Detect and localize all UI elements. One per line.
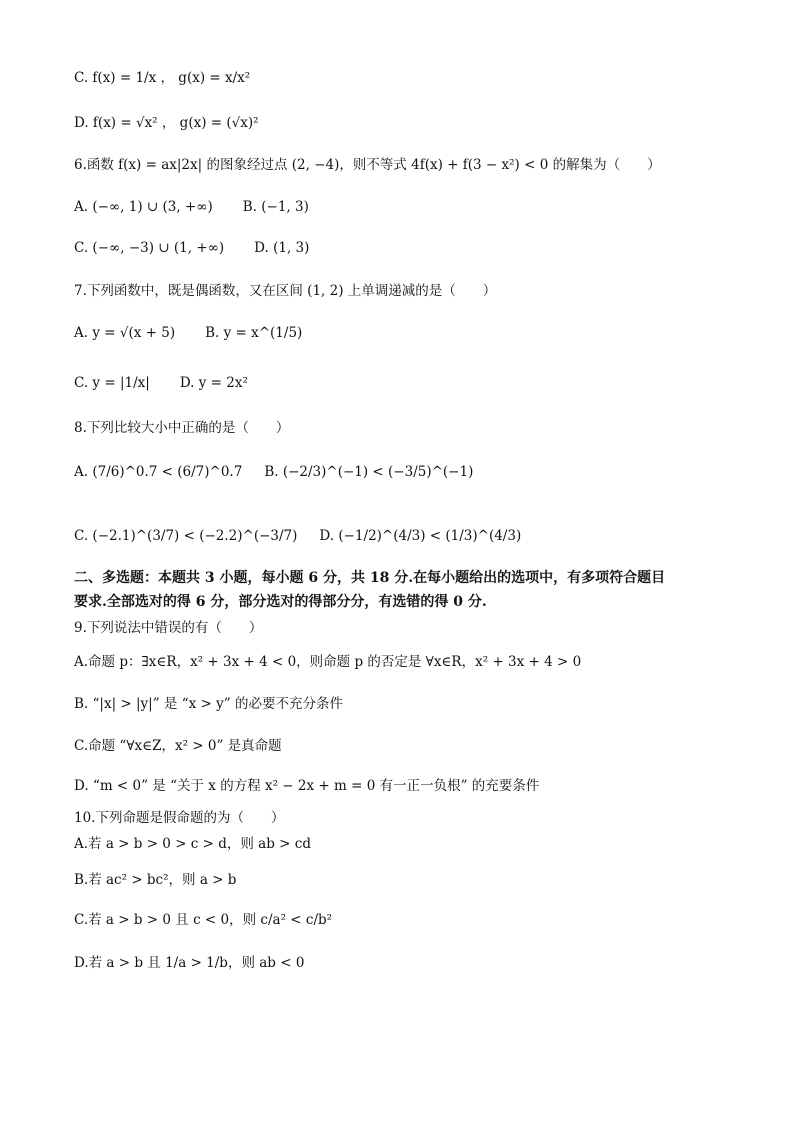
q6-option-a: A. (−∞, 1) ∪ (3, +∞): [74, 199, 213, 215]
question-8: 8.下列比较大小中正确的是（ ）: [74, 420, 290, 436]
q10-option-b: B.若 ac² > bc²，则 a > b: [74, 872, 237, 888]
q8-option-d: D. (−1/2)^(4/3) < (1/3)^(4/3): [319, 528, 522, 544]
q6-option-d: D. (1, 3): [254, 240, 310, 256]
q8-option-c: C. (−2.1)^(3/7) < (−2.2)^(−3/7): [74, 528, 298, 544]
q8-option-a: A. (7/6)^0.7 < (6/7)^0.7: [74, 464, 243, 480]
q7-option-d: D. y = 2x²: [179, 375, 248, 391]
section-heading-line-2: 要求.全部选对的得 6 分，部分选对的得部分分，有选错的得 0 分.: [74, 594, 487, 610]
q7-option-c: C. y = |1/x|: [74, 375, 150, 391]
q5-option-d: D. f(x) = √x² ， g(x) = (√x)²: [74, 115, 259, 131]
q6-option-c: C. (−∞, −3) ∪ (1, +∞): [74, 240, 225, 256]
q10-option-c: C.若 a > b > 0 且 c < 0，则 c/a² < c/b²: [74, 912, 333, 928]
q7-option-a: A. y = √(x + 5): [74, 325, 176, 341]
q9-option-b: B. “|x| > |y|” 是 “x > y” 的必要不充分条件: [74, 696, 343, 712]
q5-option-c: C. f(x) = 1/x ， g(x) = x/x²: [74, 70, 251, 86]
question-7: 7.下列函数中，既是偶函数，又在区间 (1, 2) 上单调递减的是（ ）: [74, 283, 497, 299]
q7-option-b: B. y = x^(1/5): [205, 325, 303, 341]
q9-option-c: C.命题 “∀x∈Z，x² > 0” 是真命题: [74, 738, 282, 754]
q10-option-a: A.若 a > b > 0 > c > d，则 ab > cd: [74, 836, 311, 852]
q6-options-cd: [74, 238, 309, 258]
q9-option-a: A.命题 p：∃x∈R，x² + 3x + 4 < 0，则命题 p 的否定是 ∀x∈R，x² + 3x + 4 > 0: [74, 654, 582, 670]
q6-option-b: B. (−1, 3): [242, 199, 309, 215]
q8-option-b: B. (−2/3)^(−1) < (−3/5)^(−1): [264, 464, 474, 480]
q10-option-d: D.若 a > b 且 1/a > 1/b，则 ab < 0: [74, 955, 305, 971]
q8-options-cd: [74, 526, 521, 546]
section-heading-line-1: 二、多选题：本题共 3 小题，每小题 6 分，共 18 分.在每小题给出的选项中，有多项符合题目: [74, 570, 666, 586]
q7-options-cd: [74, 373, 248, 393]
question-6: 6.函数 f(x) = ax|2x| 的图象经过点 (2, −4)，则不等式 4f(x) + f(3 − x²) < 0 的解集为（ ）: [74, 157, 661, 173]
q9-option-d: D. “m < 0” 是 “关于 x 的方程 x² − 2x + m = 0 有一正一负根” 的充要条件: [74, 778, 540, 794]
question-9: 9.下列说法中错误的有（ ）: [74, 620, 263, 636]
q8-options-ab: [74, 462, 473, 482]
question-10: 10.下列命题是假命题的为（ ）: [74, 810, 285, 826]
q7-options-ab: [74, 323, 302, 343]
q6-options-ab: [74, 197, 309, 217]
